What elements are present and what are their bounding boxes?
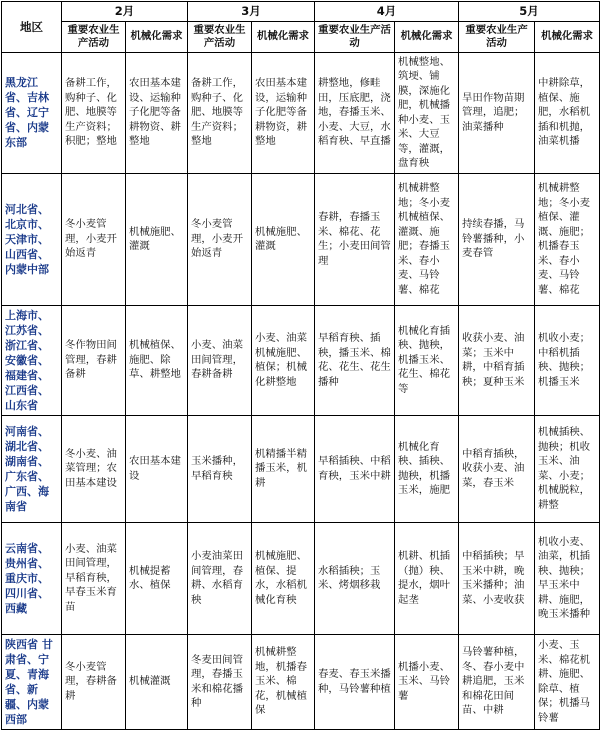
mech-cell: 机播小麦、玉米、马铃薯 [395, 634, 459, 729]
mech-cell: 机收小麦、油菜，机插秧、抛秧；早玉米中耕、施肥，晚玉米播种 [535, 522, 600, 634]
mech-cell: 机精播半精播玉米，机耕 [252, 415, 315, 522]
region-cell: 黑龙江省、吉林省、辽宁省、内蒙东部 [2, 52, 62, 173]
activity-cell: 冬小麦管理，春耕备耕 [62, 634, 126, 729]
activity-cell: 玉米播种，早稻育秧 [188, 415, 252, 522]
mech-cell: 机械施肥、植保、提水，水稻机械化育秧 [252, 522, 315, 634]
mech-cell: 机械化育秧、插秧、抛秧，机播玉米，施肥 [395, 415, 459, 522]
mech-cell: 小麦、玉米、棉花机耕、施肥、除草、植保；机播马铃薯 [535, 634, 600, 729]
activity-cell: 冬麦田间管理，春播玉米和棉花播种 [188, 634, 252, 729]
activity-cell: 春麦、春玉米播种，马铃薯种植 [315, 634, 395, 729]
agri-mechanization-table [1, 1, 600, 730]
header-mech: 机械化需求 [126, 21, 188, 52]
header-activity: 重要农业生产活动 [459, 21, 535, 52]
region-cell: 河北省、北京市、天津市、山西省、内蒙中部 [2, 173, 62, 305]
mech-cell: 机耕、机插（抛）秧、提水，烟叶起垄 [395, 522, 459, 634]
activity-cell: 早稻插秧、中稻育秧，玉米中耕 [315, 415, 395, 522]
header-mech: 机械化需求 [395, 21, 459, 52]
table-row [2, 173, 600, 305]
table-row [2, 52, 600, 173]
activity-cell: 中稻插秧；早玉米中耕，晚玉米播种；油菜、小麦收获 [459, 522, 535, 634]
mech-cell: 机械化育插秧、抛秧，机播玉米、花生、棉花等 [395, 305, 459, 415]
activity-cell: 中稻育插秧，收获小麦、油菜，春玉米 [459, 415, 535, 522]
mech-cell: 机械耕整地；冬小麦机械植保、灌溉、施肥；春播玉米、春小麦、马铃薯、棉花 [395, 173, 459, 305]
header-mech: 机械化需求 [535, 21, 600, 52]
mech-cell: 机械施肥、灌溉 [252, 173, 315, 305]
mech-cell: 农田基本建设 [126, 415, 188, 522]
header-mech: 机械化需求 [252, 21, 315, 52]
mech-cell: 小麦、油菜机械施肥、植保；机械化耕整地 [252, 305, 315, 415]
activity-cell: 春耕，春播玉米、棉花、花生；小麦田间管理 [315, 173, 395, 305]
mech-cell: 农田基本建设、运输种子化肥等备耕物资、耕整地 [126, 52, 188, 173]
header-month-may: 5月 [459, 2, 600, 22]
mech-cell: 农田基本建设，运输种子化肥等备耕物资，耕整地 [252, 52, 315, 173]
header-month-apr: 4月 [315, 2, 459, 22]
region-cell: 上海市、江苏省、浙江省、安徽省、福建省、江西省、山东省 [2, 305, 62, 415]
mech-cell: 机械施肥、灌溉 [126, 173, 188, 305]
header-area: 地区 [2, 2, 62, 53]
region-cell: 云南省、贵州省、重庆市、四川省、西藏 [2, 522, 62, 634]
table-row [2, 305, 600, 415]
region-cell: 陕西省 甘肃省、宁夏、青海省、新疆、内蒙西部 [2, 634, 62, 729]
activity-cell: 马铃薯种植，冬、春小麦中耕追肥，玉米和棉花田间苗、中耕 [459, 634, 535, 729]
activity-cell: 冬小麦管理，小麦开始返青 [188, 173, 252, 305]
mech-cell: 机械灌溉 [126, 634, 188, 729]
activity-cell: 小麦、油菜田间管理，春耕备耕 [188, 305, 252, 415]
activity-cell: 小麦油菜田间管理，春耕、水稻育秧 [188, 522, 252, 634]
header-month-feb: 2月 [62, 2, 188, 22]
mech-cell: 机收小麦；中稻机插秧、抛秧；机播玉米 [535, 305, 600, 415]
mech-cell: 机械整地、筑埂、铺膜，深施化肥，机械播种小麦、玉米、大豆等，灌溉，盘育秧 [395, 52, 459, 173]
mech-cell: 中耕除草，植保、施肥，水稻机插和机抛，油菜机播 [535, 52, 600, 173]
activity-cell: 水稻插秧；玉米、烤烟移栽 [315, 522, 395, 634]
header-activity: 重要农业生产活动 [315, 21, 395, 52]
mech-cell: 机械耕整地，机播春玉米、棉花，机械植保 [252, 634, 315, 729]
table-row [2, 415, 600, 522]
activity-cell: 早稻育秧、插秧，播玉米、棉花、花生、花生播种 [315, 305, 395, 415]
header-activity: 重要农业生产活动 [62, 21, 126, 52]
activity-cell: 收获小麦、油菜；玉米中耕，中稻育插秧；夏种玉米 [459, 305, 535, 415]
header-activity: 重要农业生产活动 [188, 21, 252, 52]
table-row [2, 522, 600, 634]
activity-cell: 旱田作物苗期管理，追肥；油菜播种 [459, 52, 535, 173]
activity-cell: 耕整地，修畦田，压底肥，浇地，春播玉米、小麦、大豆，水稻育秧、早直播 [315, 52, 395, 173]
activity-cell: 小麦、油菜田间管理，早稻育秧，早春玉米育苗 [62, 522, 126, 634]
header-month-mar: 3月 [188, 2, 315, 22]
region-cell: 河南省、湖北省、湖南省、广东省、广西、海南省 [2, 415, 62, 522]
table-row [2, 634, 600, 729]
activity-cell: 备耕工作，购种子、化肥、地膜等生产资料；积肥；整地 [62, 52, 126, 173]
activity-cell: 冬作物田间管理，春耕备耕 [62, 305, 126, 415]
mech-cell: 机械插秧、抛秧；机收玉米、油菜、小麦；机械脱粒，耕整 [535, 415, 600, 522]
activity-cell: 冬小麦、油菜管理；农田基本建设 [62, 415, 126, 522]
mech-cell: 机械提蓄水、植保 [126, 522, 188, 634]
activity-cell: 持续春播，马铃薯播种，小麦春管 [459, 173, 535, 305]
activity-cell: 备耕工作，购种子、化肥、地膜等生产资料；整地 [188, 52, 252, 173]
mech-cell: 机械耕整地；冬小麦植保、灌溉、施肥；机播春玉米、春小麦、马铃薯、棉花 [535, 173, 600, 305]
activity-cell: 冬小麦管理，小麦开始返青 [62, 173, 126, 305]
mech-cell: 机械植保、施肥、除草、耕整地 [126, 305, 188, 415]
